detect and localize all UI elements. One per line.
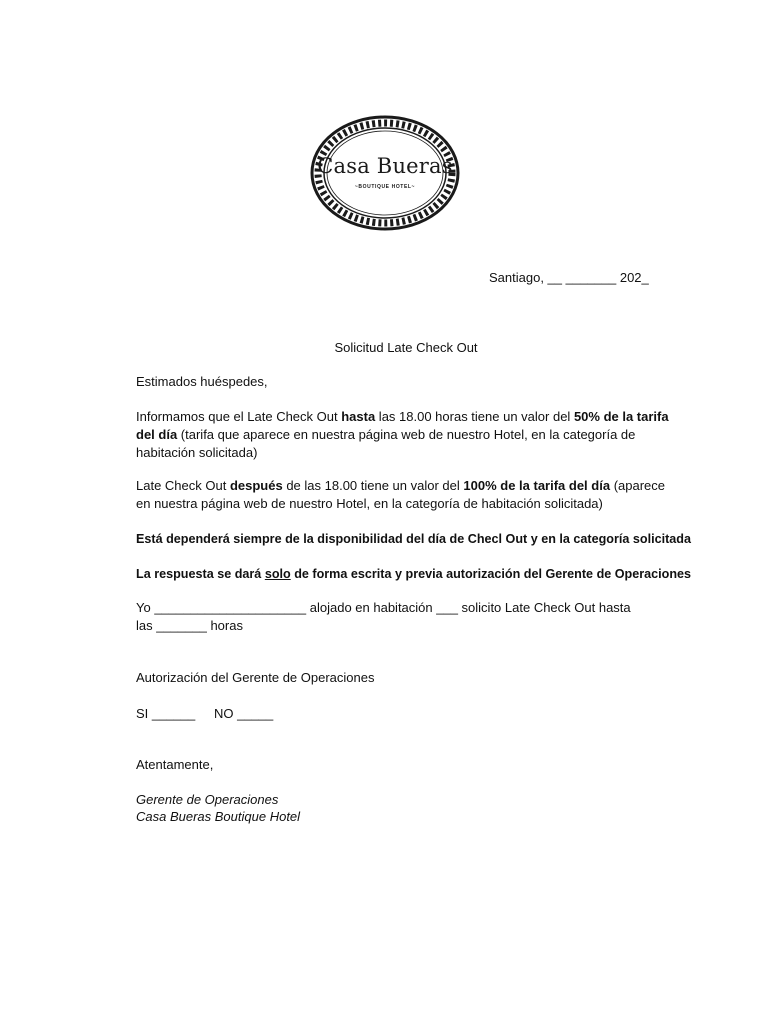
authorization-label: Autorización del Gerente de Operaciones xyxy=(136,670,375,685)
logo-subtitle: ~BOUTIQUE HOTEL~ xyxy=(354,184,416,190)
written-response-note: La respuesta se dará solo de forma escrita y previa autorización del Gerente de Operaciones xyxy=(136,567,692,581)
authorization-no-field: NO _____ xyxy=(214,706,274,721)
availability-note: Está dependerá siempre de la disponibilidad del día de Checl Out y en la categoría solicitada xyxy=(136,532,691,546)
paragraph-rate-after-18: Late Check Out después de las 18.00 tiene un valor del 100% de la tarifa del día (aparece en nuestra página web de nuestro Hotel, en la categoría de habitación solicitada) xyxy=(136,478,665,511)
authorization-yes-field: SI ______ xyxy=(136,706,196,721)
document-title: Solicitud Late Check Out xyxy=(334,340,478,355)
date-line: Santiago, __ _______ 202_ xyxy=(489,270,649,285)
closing: Atentamente, xyxy=(136,757,214,772)
logo-name: Casa Bueras xyxy=(317,154,453,178)
signature-title: Gerente de Operaciones xyxy=(136,792,279,807)
guest-request-form: Yo _____________________ alojado en habitación ___ solicito Late Check Out hasta las _______ horas xyxy=(136,600,631,633)
signature-hotel: Casa Bueras Boutique Hotel xyxy=(136,809,301,824)
greeting: Estimados huéspedes, xyxy=(136,374,268,389)
hotel-logo xyxy=(309,113,461,233)
paragraph-rate-until-18: Informamos que el Late Check Out hasta las 18.00 horas tiene un valor del 50% de la tarifa del día (tarifa que aparece en nuestra página web de nuestro Hotel, en la categoría de habitación solicitada) xyxy=(136,409,669,460)
